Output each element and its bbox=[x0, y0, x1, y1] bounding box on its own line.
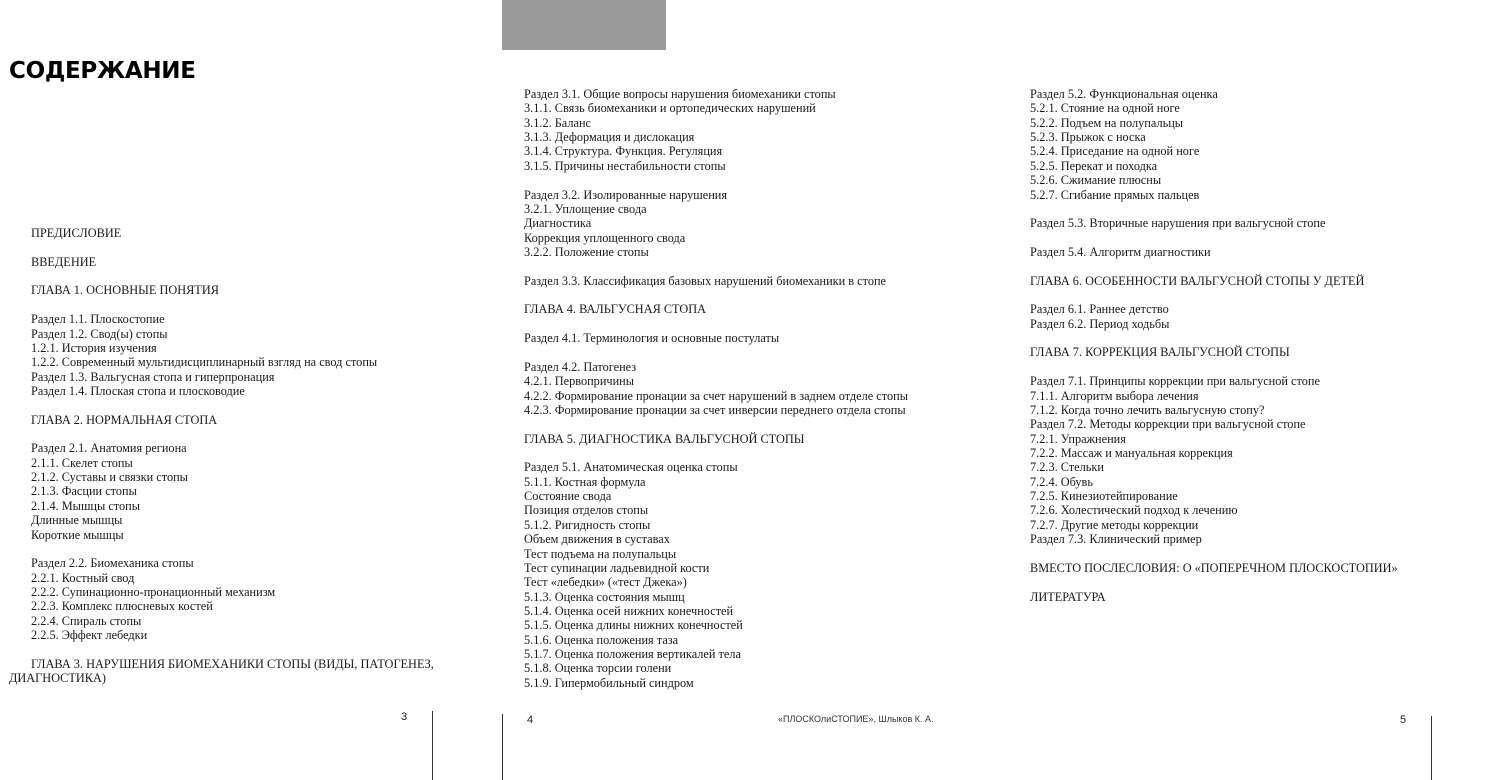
toc-entry[interactable]: Раздел 7.2. Методы коррекции при вальгусной стопе bbox=[1030, 417, 1306, 432]
toc-entry[interactable]: 5.1.8. Оценка торсии голени bbox=[524, 661, 672, 676]
toc-entry[interactable]: 5.1.1. Костная формула bbox=[524, 474, 646, 489]
toc-entry[interactable]: 7.2.4. Обувь bbox=[1030, 474, 1093, 489]
toc-entry[interactable]: Раздел 2.2. Биомеханика стопы bbox=[31, 556, 194, 571]
toc-entry[interactable]: Раздел 5.2. Функциональная оценка bbox=[1030, 87, 1218, 101]
toc-entry[interactable]: Раздел 3.2. Изолированные нарушения bbox=[524, 187, 728, 202]
toc-entry[interactable]: 5.2.2. Подъем на полупальцы bbox=[1030, 115, 1184, 130]
decorative-gray-block bbox=[502, 0, 666, 50]
spacer bbox=[1030, 202, 1490, 216]
toc-entry[interactable]: Раздел 5.4. Алгоритм диагностики bbox=[1030, 244, 1211, 259]
toc-entry[interactable]: 2.1.4. Мышцы стопы bbox=[31, 498, 140, 513]
toc-entry[interactable]: Раздел 5.1. Анатомическая оценка стопы bbox=[524, 460, 738, 475]
spacer bbox=[524, 417, 994, 431]
toc-entry[interactable]: 3.2.2. Положение стопы bbox=[524, 244, 649, 259]
toc-entry[interactable]: 1.2.2. Современный мультидисциплинарный взгляд на свод стопы bbox=[31, 355, 378, 370]
toc-entry[interactable]: Раздел 1.3. Вальгусная стопа и гиперпронация bbox=[31, 369, 275, 384]
toc-entry[interactable]: Тест «лебедки» («тест Джека») bbox=[524, 575, 687, 590]
toc-entry[interactable]: ГЛАВА 6. ОСОБЕННОСТИ ВАЛЬГУСНОЙ СТОПЫ У ДЕТЕЙ bbox=[1030, 273, 1365, 288]
spacer bbox=[1030, 360, 1490, 374]
toc-entry[interactable]: 5.1.9. Гипермобильный синдром bbox=[524, 675, 694, 690]
page-number-right: 5 bbox=[1400, 714, 1407, 726]
spacer bbox=[31, 240, 451, 254]
toc-entry[interactable]: Раздел 4.1. Терминология и основные постулаты bbox=[524, 331, 780, 346]
toc-entry[interactable]: 2.2.5. Эффект лебедки bbox=[31, 628, 148, 643]
toc-entry[interactable]: 3.1.4. Структура. Функция. Регуляция bbox=[524, 144, 723, 159]
toc-entry[interactable]: 5.2.3. Прыжок с носка bbox=[1030, 130, 1146, 145]
toc-entry[interactable]: 2.2.4. Спираль стопы bbox=[31, 613, 142, 628]
toc-entry[interactable]: 7.1.1. Алгоритм выбора лечения bbox=[1030, 388, 1199, 403]
spacer bbox=[524, 345, 994, 359]
toc-entry[interactable]: 7.2.6. Холестический подход к лечению bbox=[1030, 503, 1238, 518]
spacer bbox=[524, 446, 994, 460]
toc-entry[interactable]: 2.1.1. Скелет стопы bbox=[31, 455, 133, 470]
toc-entry[interactable]: 5.1.4. Оценка осей нижних конечностей bbox=[524, 603, 734, 618]
toc-entry[interactable]: Раздел 7.3. Клинический пример bbox=[1030, 532, 1202, 547]
toc-entry[interactable]: Раздел 2.1. Анатомия региона bbox=[31, 441, 187, 456]
toc-entry[interactable]: 5.1.7. Оценка положения вертикалей тела bbox=[524, 647, 741, 662]
toc-entry[interactable]: Раздел 6.2. Период ходьбы bbox=[1030, 316, 1170, 331]
toc-entry[interactable]: 7.2.2. Массаж и мануальная коррекция bbox=[1030, 445, 1233, 460]
page-number-left: 3 bbox=[401, 711, 408, 723]
spacer bbox=[1030, 288, 1490, 302]
toc-entry[interactable]: 3.1.3. Деформация и дислокация bbox=[524, 130, 695, 145]
toc-column-3 bbox=[1030, 87, 1490, 604]
page-edge-divider bbox=[432, 711, 433, 780]
toc-entry[interactable]: 3.2.1. Уплощение свода bbox=[524, 201, 647, 216]
toc-entry[interactable]: ГЛАВА 4. ВАЛЬГУСНАЯ СТОПА bbox=[524, 302, 707, 317]
toc-entry[interactable]: 5.2.4. Приседание на одной ноге bbox=[1030, 144, 1200, 159]
toc-entry[interactable]: 2.1.2. Суставы и связки стопы bbox=[31, 470, 188, 485]
toc-entry[interactable]: 7.2.1. Упражнения bbox=[1030, 431, 1126, 446]
spacer bbox=[1030, 259, 1490, 273]
spacer bbox=[31, 398, 451, 412]
toc-entry[interactable]: 2.1.3. Фасции стопы bbox=[31, 484, 137, 499]
toc-entry[interactable]: 3.1.1. Связь биомеханики и ортопедических нарушений bbox=[524, 101, 816, 116]
toc-entry[interactable]: 7.2.5. Кинезиотейпирование bbox=[1030, 489, 1178, 504]
toc-entry[interactable]: Коррекция уплощенного свода bbox=[524, 230, 686, 245]
running-title: «ПЛОСКОлиСТОПИЕ», Шлыков К. А. bbox=[778, 714, 934, 724]
spacer bbox=[1030, 575, 1490, 589]
toc-entry[interactable]: ЛИТЕРАТУРА bbox=[1030, 589, 1106, 604]
toc-entry[interactable]: 7.2.7. Другие методы коррекции bbox=[1030, 517, 1199, 532]
toc-entry[interactable]: 3.1.2. Баланс bbox=[524, 115, 592, 130]
toc-entry[interactable]: ГЛАВА 1. ОСНОВНЫЕ ПОНЯТИЯ bbox=[31, 283, 219, 298]
toc-column-1 bbox=[9, 226, 451, 686]
toc-entry[interactable]: 5.2.5. Перекат и походка bbox=[1030, 158, 1158, 173]
spacer bbox=[31, 542, 451, 556]
toc-entry[interactable]: Раздел 6.1. Раннее детство bbox=[1030, 302, 1169, 317]
toc-entry[interactable]: 5.2.1. Стояние на одной ноге bbox=[1030, 101, 1180, 116]
spacer bbox=[524, 288, 994, 302]
toc-entry[interactable]: ГЛАВА 2. НОРМАЛЬНАЯ СТОПА bbox=[31, 412, 218, 427]
toc-entry[interactable]: 5.2.6. Сжимание плюсны bbox=[1030, 173, 1162, 188]
toc-entry[interactable]: 2.2.2. Супинационно-пронационный механизм bbox=[31, 584, 276, 599]
toc-entry[interactable]: 1.2.1. История изучения bbox=[31, 340, 157, 355]
toc-entry[interactable]: Раздел 1.1. Плоскостопие bbox=[31, 312, 165, 327]
toc-entry[interactable]: 2.2.1. Костный свод bbox=[31, 570, 135, 585]
toc-entry[interactable]: ГЛАВА 7. КОРРЕКЦИЯ ВАЛЬГУСНОЙ СТОПЫ bbox=[1030, 345, 1290, 360]
toc-entry[interactable]: ПРЕДИСЛОВИЕ bbox=[31, 226, 122, 240]
page-edge-divider bbox=[1431, 716, 1432, 780]
toc-entry[interactable]: 5.1.5. Оценка длины нижних конечностей bbox=[524, 618, 743, 633]
toc-entry[interactable]: 4.2.3. Формирование пронации за счет инверсии переднего отдела стопы bbox=[524, 402, 906, 417]
toc-entry[interactable]: 2.2.3. Комплекс плюсневых костей bbox=[31, 599, 213, 614]
toc-entry[interactable]: Состояние свода bbox=[524, 489, 612, 504]
toc-entry[interactable]: 5.1.6. Оценка положения таза bbox=[524, 632, 679, 647]
toc-entry[interactable]: ВМЕСТО ПОСЛЕСЛОВИЯ: О «ПОПЕРЕЧНОМ ПЛОСКОСТОПИИ» bbox=[1030, 560, 1398, 575]
page-edge-divider bbox=[502, 714, 503, 780]
spacer bbox=[31, 269, 451, 283]
toc-entry[interactable]: Тест супинации ладьевидной кости bbox=[524, 560, 710, 575]
toc-entry[interactable]: 5.2.7. Сгибание прямых пальцев bbox=[1030, 187, 1200, 202]
toc-entry-line: ГЛАВА 3. НАРУШЕНИЯ БИОМЕХАНИКИ СТОПЫ (ВИДЫ, ПАТОГЕНЕЗ, bbox=[31, 656, 434, 671]
spacer bbox=[1030, 231, 1490, 245]
spacer bbox=[31, 427, 451, 441]
toc-entry[interactable]: ГЛАВА 5. ДИАГНОСТИКА ВАЛЬГУСНОЙ СТОПЫ bbox=[524, 431, 805, 446]
toc-entry[interactable]: 5.1.2. Ригидность стопы bbox=[524, 517, 651, 532]
toc-entry[interactable]: Длинные мышцы bbox=[31, 513, 123, 528]
toc-entry[interactable]: Раздел 5.3. Вторичные нарушения при вальгусной стопе bbox=[1030, 216, 1326, 231]
toc-entry[interactable]: Позиция отделов стопы bbox=[524, 503, 649, 518]
spacer bbox=[31, 298, 451, 312]
toc-entry-chapter-3[interactable] bbox=[9, 656, 451, 686]
toc-entry[interactable]: Короткие мышцы bbox=[31, 527, 124, 542]
toc-entry[interactable]: 5.1.3. Оценка состояния мышц bbox=[524, 589, 685, 604]
toc-entry[interactable]: Раздел 1.4. Плоская стопа и плосководие bbox=[31, 383, 245, 398]
spacer bbox=[31, 642, 451, 656]
page-number-middle: 4 bbox=[527, 714, 534, 726]
toc-entry[interactable]: Диагностика bbox=[524, 216, 592, 231]
spacer bbox=[1030, 331, 1490, 345]
toc-entry[interactable]: Тест подъема на полупальцы bbox=[524, 546, 677, 561]
toc-entry[interactable]: Раздел 4.2. Патогенез bbox=[524, 359, 637, 374]
toc-entry[interactable]: ВВЕДЕНИЕ bbox=[31, 254, 97, 269]
toc-entry[interactable]: Раздел 7.1. Принципы коррекции при вальгусной стопе bbox=[1030, 374, 1320, 389]
toc-column-2 bbox=[524, 87, 994, 690]
toc-entry[interactable]: Раздел 3.3. Классификация базовых нарушений биомеханики в стопе bbox=[524, 273, 887, 288]
toc-entry[interactable]: 3.1.5. Причины нестабильности стопы bbox=[524, 158, 726, 173]
spacer bbox=[524, 317, 994, 331]
toc-entry[interactable]: Раздел 1.2. Свод(ы) стопы bbox=[31, 326, 168, 341]
spacer bbox=[1030, 547, 1490, 561]
spacer bbox=[524, 173, 994, 187]
toc-entry[interactable]: Объем движения в суставах bbox=[524, 532, 670, 547]
toc-entry[interactable]: 4.2.2. Формирование пронации за счет нарушений в заднем отделе стопы bbox=[524, 388, 908, 403]
spacer bbox=[524, 259, 994, 273]
toc-entry[interactable]: 4.2.1. Первопричины bbox=[524, 374, 635, 389]
toc-entry-line: ДИАГНОСТИКА) bbox=[9, 671, 106, 686]
toc-entry[interactable]: 7.1.2. Когда точно лечить вальгусную стопу? bbox=[1030, 402, 1265, 417]
toc-entry[interactable]: Раздел 3.1. Общие вопросы нарушения биомеханики стопы bbox=[524, 87, 836, 101]
page-title: СОДЕРЖАНИЕ bbox=[9, 58, 196, 84]
toc-entry[interactable]: 7.2.3. Стельки bbox=[1030, 460, 1104, 475]
